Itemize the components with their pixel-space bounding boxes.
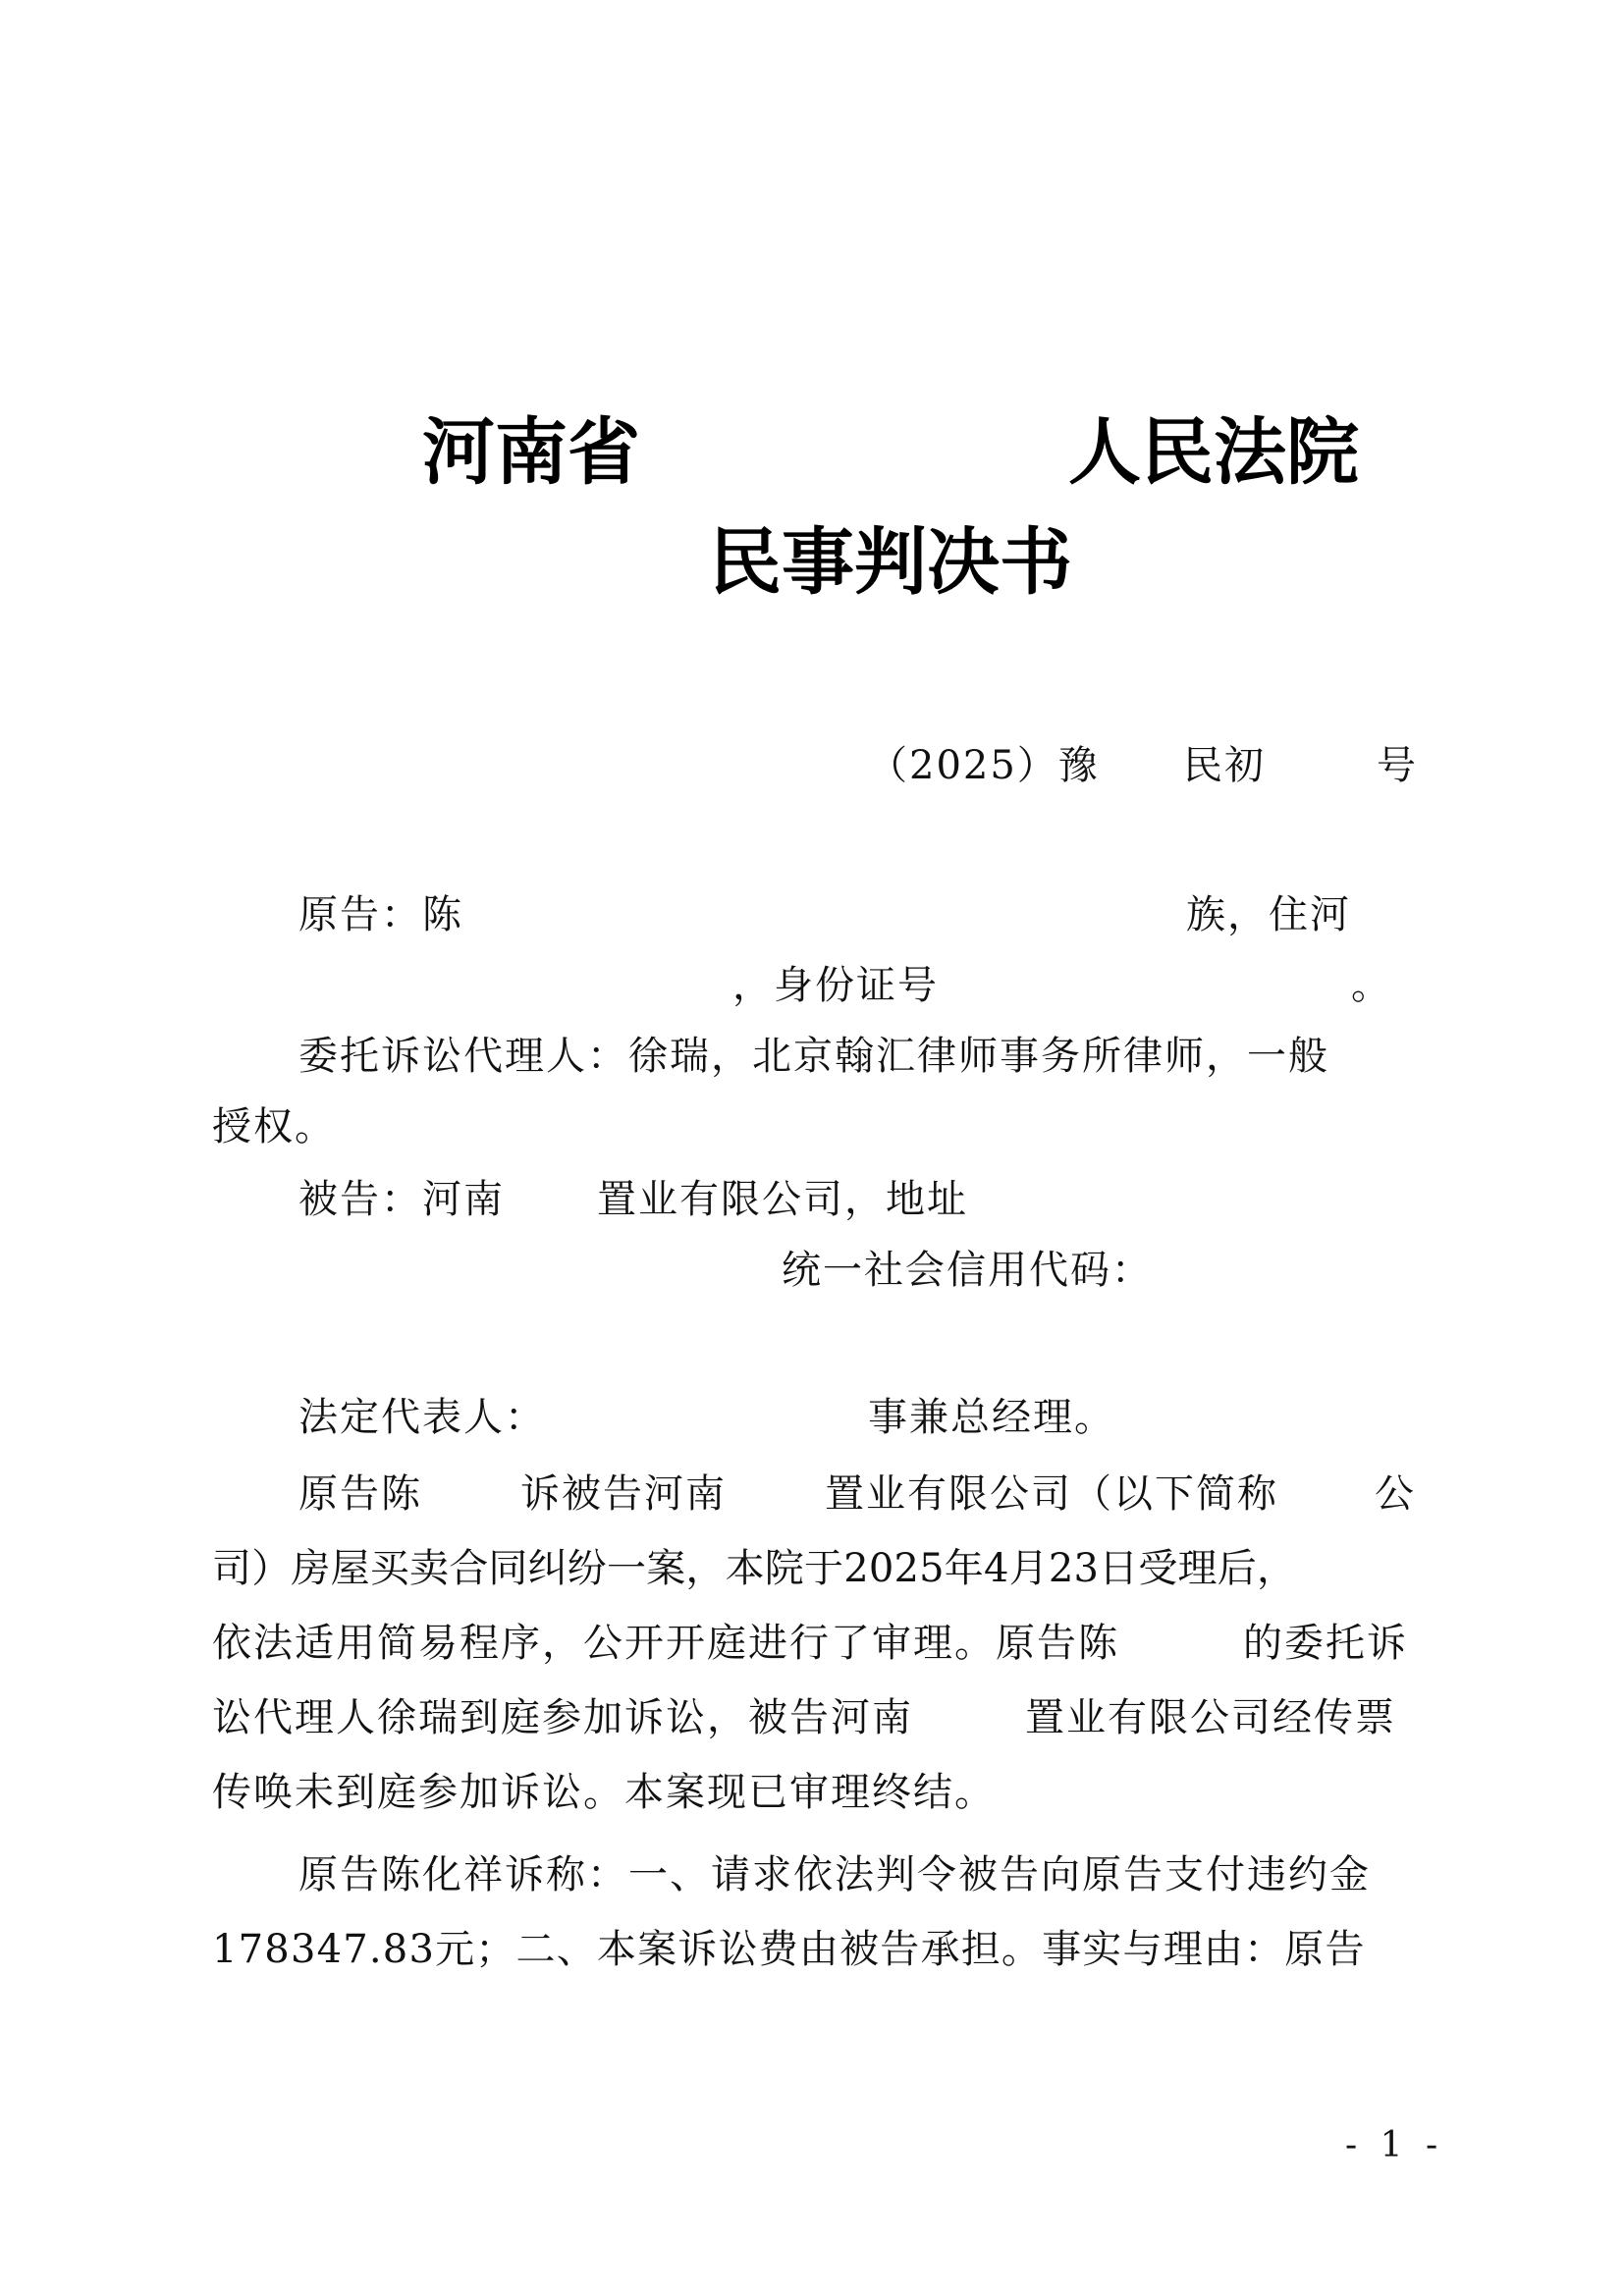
- p1-line3-seg2: 的委托诉: [1243, 1621, 1408, 1666]
- defendant-label: 被告：河南: [298, 1177, 505, 1222]
- legal-representative-title: 事兼总经理。: [868, 1395, 1115, 1440]
- p1-line1-seg4: 公: [1375, 1471, 1416, 1517]
- agent-line-2: 授权。: [212, 1104, 336, 1149]
- case-number-suffix: 号: [1377, 743, 1418, 788]
- p1-line3-seg1: 依法适用简易程序，公开开庭进行了审理。原告陈: [212, 1621, 1119, 1666]
- p1-line2: 司）房屋买卖合同纠纷一案，本院于2025年4月23日受理后，: [212, 1546, 1297, 1591]
- agent-line-1: 委托诉讼代理人：徐瑞，北京翰汇律师事务所律师，一般: [298, 1034, 1329, 1079]
- legal-representative-label: 法定代表人：: [298, 1395, 546, 1440]
- defendant-company: 置业有限公司，地址: [597, 1177, 968, 1222]
- plaintiff-id-end: 。: [1351, 963, 1392, 1008]
- court-suffix: 人民法院: [1068, 410, 1359, 495]
- p1-line5: 传唤未到庭参加诉讼。本案现已审理终结。: [212, 1770, 996, 1815]
- page-number: - 1 -: [1345, 2125, 1444, 2165]
- document-type-title: 民事判决书: [709, 520, 1072, 605]
- p1-line4-seg1: 讼代理人徐瑞到庭参加诉讼，被告河南: [212, 1695, 913, 1740]
- p1-line4-seg2: 置业有限公司经传票: [1025, 1695, 1396, 1740]
- credit-code-label: 统一社会信用代码：: [782, 1248, 1153, 1293]
- p2-line1: 原告陈化祥诉称：一、请求依法判令被告向原告支付违约金: [298, 1852, 1371, 1897]
- p1-line1-seg1: 原告陈: [298, 1471, 422, 1517]
- plaintiff-ethnicity-address: 族，住河: [1186, 892, 1351, 937]
- p2-line2: 178347.83元；二、本案诉讼费由被告承担。事实与理由：原告: [212, 1927, 1366, 1972]
- case-number-prefix: （2025）豫: [868, 743, 1100, 788]
- p1-line1-seg2: 诉被告河南: [520, 1471, 727, 1517]
- court-province: 河南省: [422, 410, 640, 495]
- p1-line1-seg3: 置业有限公司（以下简称: [825, 1471, 1278, 1517]
- case-number-middle: 民初: [1183, 743, 1266, 788]
- plaintiff-label: 原告：陈: [298, 892, 463, 937]
- plaintiff-id-label: ，身份证号: [732, 963, 939, 1008]
